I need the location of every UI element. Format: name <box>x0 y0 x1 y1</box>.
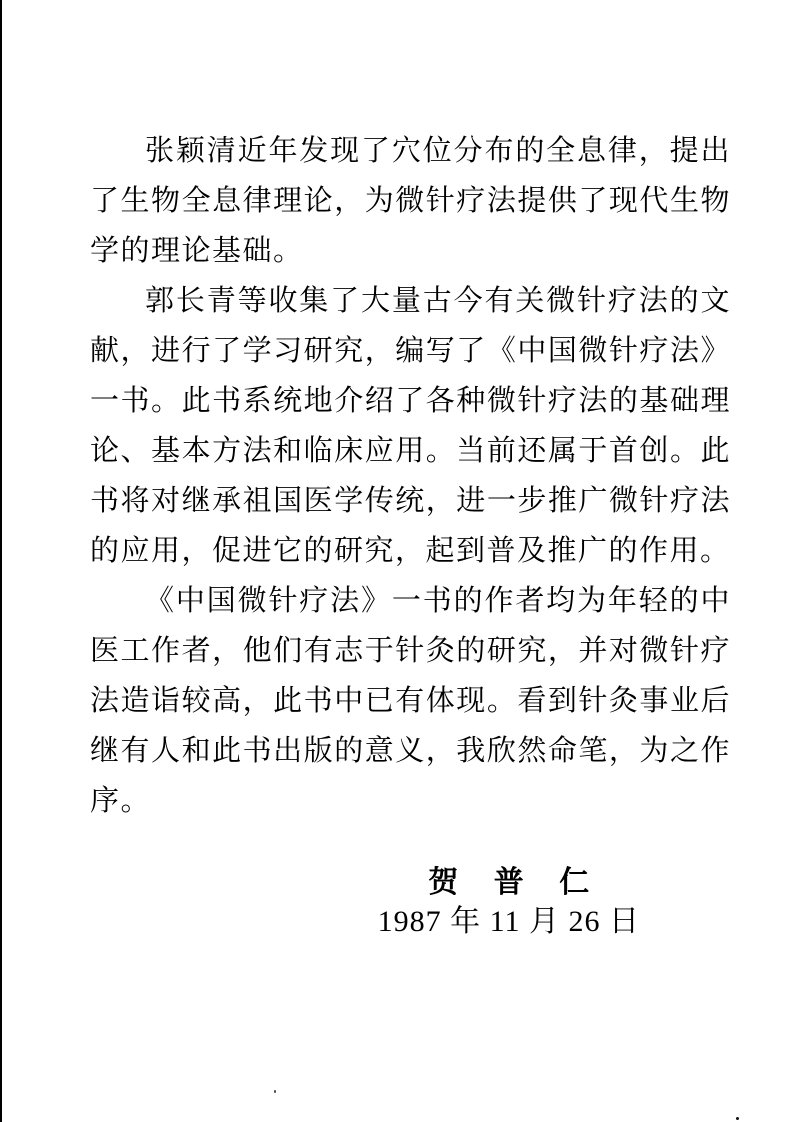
signature-block <box>378 866 640 939</box>
paragraph: 郭长青等收集了大量古今有关微针疗法的文献，进行了学习研究，编写了《中国微针疗法》一书。此书系统地介绍了各种微针疗法的基础理论、基本方法和临床应用。当前还属于首创。此书将对继承祖国医学传统，进一步推广微针疗法的应用，促进它的研究，起到普及推广的作用。 <box>90 285 731 567</box>
preface-body <box>90 126 731 826</box>
scan-speck <box>274 1090 276 1093</box>
author-signature: 贺 普 仁 <box>428 866 604 899</box>
scan-speck <box>736 1117 739 1120</box>
signature-date: 1987 年 11 月 26 日 <box>377 905 640 938</box>
paragraph: 《中国微针疗法》一书的作者均为年轻的中医工作者，他们有志于针灸的研究，并对微针疗法造诣较高，此书中已有体现。看到针灸事业后继有人和此书出版的意义，我欣然命笔，为之作序。 <box>90 585 731 817</box>
scan-edge-line <box>0 0 2 1122</box>
paragraph: 张颖清近年发现了穴位分布的全息律，提出了生物全息律理论，为微针疗法提供了现代生物学的理论基础。 <box>90 135 731 267</box>
